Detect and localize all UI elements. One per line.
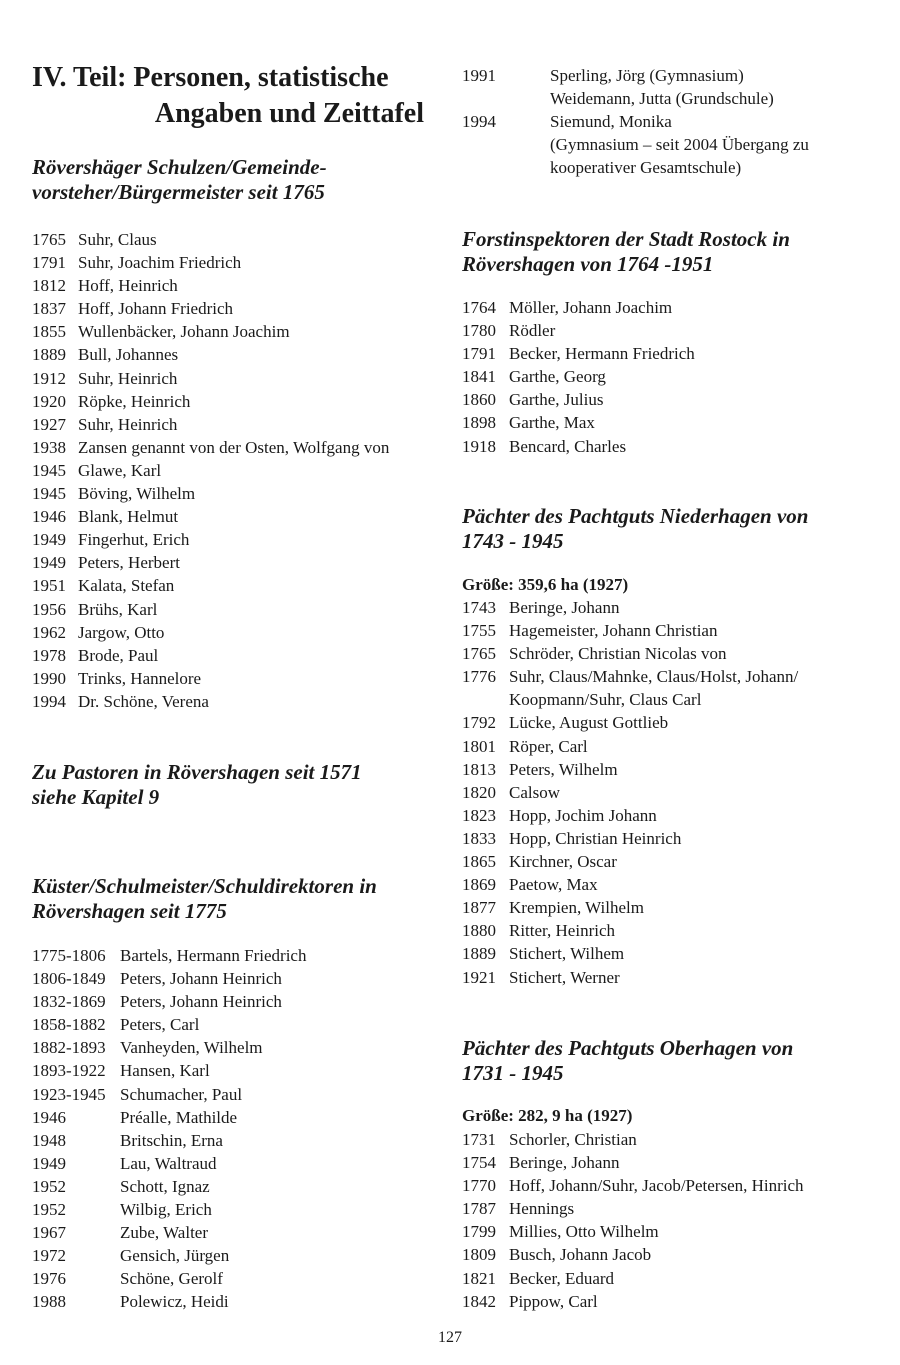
entry-name: Schorler, Christian <box>509 1130 637 1149</box>
part-title-line2: Angaben und Zeittafel <box>154 98 424 129</box>
list-item <box>32 482 442 505</box>
entry-year: 1978 <box>32 645 66 665</box>
heading-kuester-line1: Küster/Schulmeister/Schuldirektoren in <box>32 874 377 898</box>
entry-year: 1949 <box>32 530 66 550</box>
entry-name: Busch, Johann Jacob <box>509 1245 652 1265</box>
entry-name: Beringe, Johann <box>509 598 620 617</box>
entry-year: 1912 <box>32 368 66 388</box>
list-item <box>32 1036 442 1059</box>
entry-year <box>462 156 550 179</box>
entry-year: 1792 <box>462 713 496 733</box>
heading-schulzen <box>32 155 327 205</box>
entry-name: Stichert, Werner <box>509 967 620 987</box>
list-item <box>462 827 882 850</box>
heading-kuester-line2: Rövershagen seit 1775 <box>32 899 227 923</box>
entry-name: Garthe, Julius <box>509 390 604 410</box>
list-item <box>32 598 442 621</box>
list-item <box>32 1290 442 1313</box>
entry-name: Lau, Waltraud <box>120 1153 217 1173</box>
entry-name: Brode, Paul <box>78 645 159 665</box>
entry-year: 1755 <box>462 621 496 641</box>
entry-year: 1952 <box>32 1200 66 1220</box>
list-item <box>462 804 882 827</box>
list-forst <box>462 296 882 458</box>
list-item <box>462 435 882 458</box>
list-item <box>462 1290 882 1313</box>
entry-name: Peters, Wilhelm <box>509 759 618 779</box>
entry-year: 1776 <box>462 667 496 687</box>
heading-niederhagen-line2: 1743 - 1945 <box>462 529 564 553</box>
entry-year: 1976 <box>32 1269 66 1289</box>
entry-year: 1949 <box>32 553 66 573</box>
entry-name: Becker, Hermann Friedrich <box>509 344 695 364</box>
entry-year: 1923-1945 <box>32 1084 106 1104</box>
entry-year: 1946 <box>32 507 66 527</box>
entry-year: 1770 <box>462 1176 496 1196</box>
entry-name: Dr. Schöne, Verena <box>78 691 209 711</box>
list-item <box>32 1152 442 1175</box>
entry-year: 1921 <box>462 967 496 987</box>
size-oberhagen: Größe: 282, 9 ha (1927) <box>462 1106 633 1125</box>
entry-year: 1972 <box>32 1246 66 1266</box>
entry-name: Britschin, Erna <box>120 1130 223 1150</box>
list-item <box>462 735 882 758</box>
list-schulzen <box>32 228 442 713</box>
list-item <box>462 133 882 156</box>
entry-name: Vanheyden, Wilhelm <box>120 1038 263 1058</box>
heading-pastoren <box>32 760 362 810</box>
entry-year: 1801 <box>462 736 496 756</box>
list-item <box>462 156 882 179</box>
list-item <box>32 274 442 297</box>
heading-niederhagen <box>462 504 809 554</box>
heading-forst <box>462 227 790 277</box>
entry-name: Hansen, Karl <box>120 1061 210 1081</box>
list-item <box>32 621 442 644</box>
list-item <box>462 665 882 688</box>
entry-year: 1787 <box>462 1199 496 1219</box>
entry-year: 1893-1922 <box>32 1061 106 1081</box>
list-item <box>32 1244 442 1267</box>
list-item <box>32 990 442 1013</box>
list-item <box>32 574 442 597</box>
list-item <box>462 1220 882 1243</box>
entry-year: 1994 <box>462 112 496 132</box>
entry-year: 1918 <box>462 436 496 456</box>
entry-year: 1754 <box>462 1153 496 1173</box>
list-item <box>462 296 882 319</box>
heading-forst-line2: Rövershagen von 1764 -1951 <box>462 252 714 276</box>
list-item <box>32 967 442 990</box>
entry-year: 1743 <box>462 598 496 617</box>
list-item <box>462 873 882 896</box>
entry-name: Hagemeister, Johann Christian <box>509 621 718 641</box>
list-item <box>462 596 882 619</box>
entry-year: 1938 <box>32 437 66 457</box>
entry-year: 1952 <box>32 1176 66 1196</box>
list-item <box>462 64 882 87</box>
list-kuester-continued <box>462 64 882 179</box>
entry-year: 1889 <box>462 944 496 964</box>
entry-year: 1791 <box>32 253 66 273</box>
entry-name: Peters, Johann Heinrich <box>120 992 282 1012</box>
entry-year: 1990 <box>32 668 66 688</box>
list-item <box>32 644 442 667</box>
entry-year: 1765 <box>32 230 66 249</box>
entry-year: 1809 <box>462 1245 496 1265</box>
entry-year: 1833 <box>462 828 496 848</box>
list-item <box>462 711 882 734</box>
entry-year: 1731 <box>462 1130 496 1149</box>
entry-name: Hoff, Johann Friedrich <box>78 299 234 319</box>
entry-year: 1946 <box>32 1107 66 1127</box>
entry-name: Calsow <box>509 782 560 802</box>
list-item <box>32 1129 442 1152</box>
entry-year: 1837 <box>32 299 66 319</box>
list-item <box>462 688 882 711</box>
entry-name: Böving, Wilhelm <box>78 484 196 504</box>
entry-year: 1898 <box>462 413 496 433</box>
entry-name: Hopp, Christian Heinrich <box>509 828 682 848</box>
list-item <box>32 367 442 390</box>
list-item <box>32 551 442 574</box>
entry-name: Peters, Carl <box>120 1015 200 1035</box>
list-item <box>32 1175 442 1198</box>
heading-oberhagen-line1: Pächter des Pachtguts Oberhagen von <box>462 1036 794 1060</box>
entry-name: Trinks, Hannelore <box>78 668 202 688</box>
list-item <box>462 87 882 110</box>
entry-name: Weidemann, Jutta (Grundschule) <box>550 89 774 109</box>
list-item <box>462 619 882 642</box>
entry-name: Suhr, Claus/Mahnke, Claus/Holst, Johann/ <box>509 667 799 687</box>
entry-name: Schöne, Gerolf <box>120 1269 223 1289</box>
heading-forst-line1: Forstinspektoren der Stadt Rostock in <box>462 227 790 251</box>
entry-name: Beringe, Johann <box>509 1153 620 1173</box>
entry-year: 1855 <box>32 322 66 342</box>
entry-name: Rödler <box>509 321 556 341</box>
entry-year: 1821 <box>462 1268 496 1288</box>
list-item <box>32 297 442 320</box>
entry-year: 1882-1893 <box>32 1038 106 1058</box>
entry-name: Becker, Eduard <box>509 1268 615 1288</box>
list-item <box>32 320 442 343</box>
entry-year: 1956 <box>32 599 66 619</box>
list-item <box>462 919 882 942</box>
entry-name: Hoff, Heinrich <box>78 276 178 296</box>
list-item <box>32 413 442 436</box>
list-item <box>462 1174 882 1197</box>
entry-name: Koopmann/Suhr, Claus Carl <box>509 690 702 710</box>
entry-name: Siemund, Monika <box>550 112 672 132</box>
list-item <box>462 1243 882 1266</box>
entry-year: 1877 <box>462 898 496 918</box>
heading-schulzen-line2: vorsteher/Bürgermeister seit 1765 <box>32 180 325 204</box>
entry-year: 1967 <box>32 1223 66 1243</box>
entry-year: 1858-1882 <box>32 1015 106 1035</box>
entry-year: 1820 <box>462 782 496 802</box>
entry-year: 1962 <box>32 622 66 642</box>
list-kuester <box>32 944 442 1314</box>
list-oberhagen <box>462 1128 882 1313</box>
list-niederhagen <box>462 596 882 989</box>
entry-name: Zube, Walter <box>120 1223 209 1243</box>
size-niederhagen: Größe: 359,6 ha (1927) <box>462 575 629 594</box>
list-item <box>462 1267 882 1290</box>
list-item <box>462 781 882 804</box>
entry-name: Blank, Helmut <box>78 507 179 527</box>
list-item <box>462 896 882 919</box>
list-item <box>462 388 882 411</box>
entry-name: Suhr, Heinrich <box>78 414 178 434</box>
list-item <box>32 944 442 967</box>
entry-name: Zansen genannt von der Osten, Wolfgang von <box>78 437 390 457</box>
entry-year: 1865 <box>462 852 496 872</box>
entry-year: 1806-1849 <box>32 969 106 989</box>
entry-name: Röper, Carl <box>509 736 588 756</box>
list-item <box>32 528 442 551</box>
list-item <box>32 343 442 366</box>
entry-name: Sperling, Jörg (Gymnasium) <box>550 66 744 85</box>
entry-name: Kirchner, Oscar <box>509 852 617 872</box>
heading-pastoren-line2: siehe Kapitel 9 <box>32 785 160 809</box>
list-item <box>32 1198 442 1221</box>
list-item <box>32 1083 442 1106</box>
list-item <box>32 667 442 690</box>
entry-year: 1765 <box>462 644 496 664</box>
list-item <box>32 459 442 482</box>
entry-name: Röpke, Heinrich <box>78 391 191 411</box>
entry-name: Peters, Herbert <box>78 553 180 573</box>
list-item <box>462 1151 882 1174</box>
list-item <box>32 228 442 251</box>
heading-kuester <box>32 874 377 924</box>
entry-year: 1988 <box>32 1292 66 1312</box>
entry-year: 1764 <box>462 298 496 317</box>
list-item <box>32 390 442 413</box>
list-item <box>462 1128 882 1151</box>
list-item <box>462 642 882 665</box>
entry-year <box>462 87 550 110</box>
entry-year <box>462 133 550 156</box>
part-title-line1: IV. Teil: Personen, statistische <box>32 62 389 93</box>
entry-name: Garthe, Max <box>509 413 595 433</box>
entry-name: Préalle, Mathilde <box>120 1107 238 1127</box>
list-item <box>32 1267 442 1290</box>
list-item <box>462 342 882 365</box>
entry-year: 1948 <box>32 1130 66 1150</box>
entry-name: Bartels, Hermann Friedrich <box>120 946 307 965</box>
list-item <box>462 110 882 133</box>
entry-name: Bencard, Charles <box>509 436 627 456</box>
entry-name: Gensich, Jürgen <box>120 1246 230 1266</box>
entry-year: 1991 <box>462 66 496 85</box>
entry-year: 1869 <box>462 875 496 895</box>
page-number: 127 <box>438 1329 462 1346</box>
entry-name: Polewicz, Heidi <box>120 1292 229 1312</box>
entry-name: Millies, Otto Wilhelm <box>509 1222 659 1242</box>
entry-name: Hoff, Johann/Suhr, Jacob/Petersen, Hinrich <box>509 1176 804 1196</box>
list-item <box>32 1059 442 1082</box>
list-item <box>462 1197 882 1220</box>
entry-name: Lücke, August Gottlieb <box>509 713 669 733</box>
list-item <box>462 411 882 434</box>
entry-year: 1920 <box>32 391 66 411</box>
heading-niederhagen-line1: Pächter des Pachtguts Niederhagen von <box>462 504 809 528</box>
entry-year: 1813 <box>462 759 496 779</box>
entry-name: Ritter, Heinrich <box>509 921 616 941</box>
entry-name: Möller, Johann Joachim <box>509 298 673 317</box>
list-item <box>32 436 442 459</box>
entry-name: Kalata, Stefan <box>78 576 175 596</box>
entry-year: 1812 <box>32 276 66 296</box>
entry-year: 1994 <box>32 691 66 711</box>
entry-year: 1927 <box>32 414 66 434</box>
entry-name: kooperativer Gesamtschule) <box>550 158 742 178</box>
entry-year: 1945 <box>32 460 66 480</box>
list-item <box>32 690 442 713</box>
list-item <box>32 251 442 274</box>
entry-name: Schumacher, Paul <box>120 1084 243 1104</box>
entry-name: Garthe, Georg <box>509 367 606 387</box>
entry-name: (Gymnasium – seit 2004 Übergang zu <box>550 135 809 155</box>
entry-name: Wilbig, Erich <box>120 1200 212 1220</box>
entry-year: 1780 <box>462 321 496 341</box>
entry-year: 1860 <box>462 390 496 410</box>
entry-name: Schott, Ignaz <box>120 1176 210 1196</box>
list-item <box>32 1221 442 1244</box>
list-item <box>32 505 442 528</box>
list-item <box>462 942 882 965</box>
entry-name: Glawe, Karl <box>78 460 162 480</box>
entry-year: 1945 <box>32 484 66 504</box>
entry-name: Krempien, Wilhelm <box>509 898 644 918</box>
entry-year: 1842 <box>462 1291 496 1311</box>
entry-name: Stichert, Wilhem <box>509 944 625 964</box>
entry-name: Suhr, Claus <box>78 230 157 249</box>
entry-name: Brühs, Karl <box>78 599 158 619</box>
entry-name: Hopp, Jochim Johann <box>509 805 657 825</box>
entry-year: 1841 <box>462 367 496 387</box>
entry-name: Paetow, Max <box>509 875 598 895</box>
entry-year: 1880 <box>462 921 496 941</box>
list-item <box>32 1106 442 1129</box>
entry-name: Suhr, Joachim Friedrich <box>78 253 242 273</box>
entry-year: 1889 <box>32 345 66 365</box>
entry-name: Peters, Johann Heinrich <box>120 969 282 989</box>
entry-year: 1775-1806 <box>32 946 106 965</box>
heading-pastoren-line1: Zu Pastoren in Rövershagen seit 1571 <box>32 760 362 784</box>
list-item <box>462 850 882 873</box>
entry-year: 1823 <box>462 805 496 825</box>
entry-name: Bull, Johannes <box>78 345 179 365</box>
entry-year: 1951 <box>32 576 66 596</box>
entry-year: 1949 <box>32 1153 66 1173</box>
heading-schulzen-line1: Rövershäger Schulzen/Gemeinde- <box>32 155 327 179</box>
entry-name: Pippow, Carl <box>509 1291 598 1311</box>
entry-name: Jargow, Otto <box>78 622 165 642</box>
entry-year: 1799 <box>462 1222 496 1242</box>
entry-name: Suhr, Heinrich <box>78 368 178 388</box>
heading-oberhagen <box>462 1036 793 1086</box>
entry-name: Schröder, Christian Nicolas von <box>509 644 727 664</box>
list-item <box>32 1013 442 1036</box>
heading-oberhagen-line2: 1731 - 1945 <box>462 1061 564 1085</box>
list-item <box>462 758 882 781</box>
list-item <box>462 319 882 342</box>
entry-year: 1791 <box>462 344 496 364</box>
part-title <box>32 60 424 132</box>
entry-name: Fingerhut, Erich <box>78 530 190 550</box>
entry-year <box>462 688 509 711</box>
entry-name: Hennings <box>509 1199 575 1219</box>
entry-name: Wullenbäcker, Johann Joachim <box>78 322 290 342</box>
entry-year: 1832-1869 <box>32 992 106 1012</box>
list-item <box>462 966 882 989</box>
list-item <box>462 365 882 388</box>
